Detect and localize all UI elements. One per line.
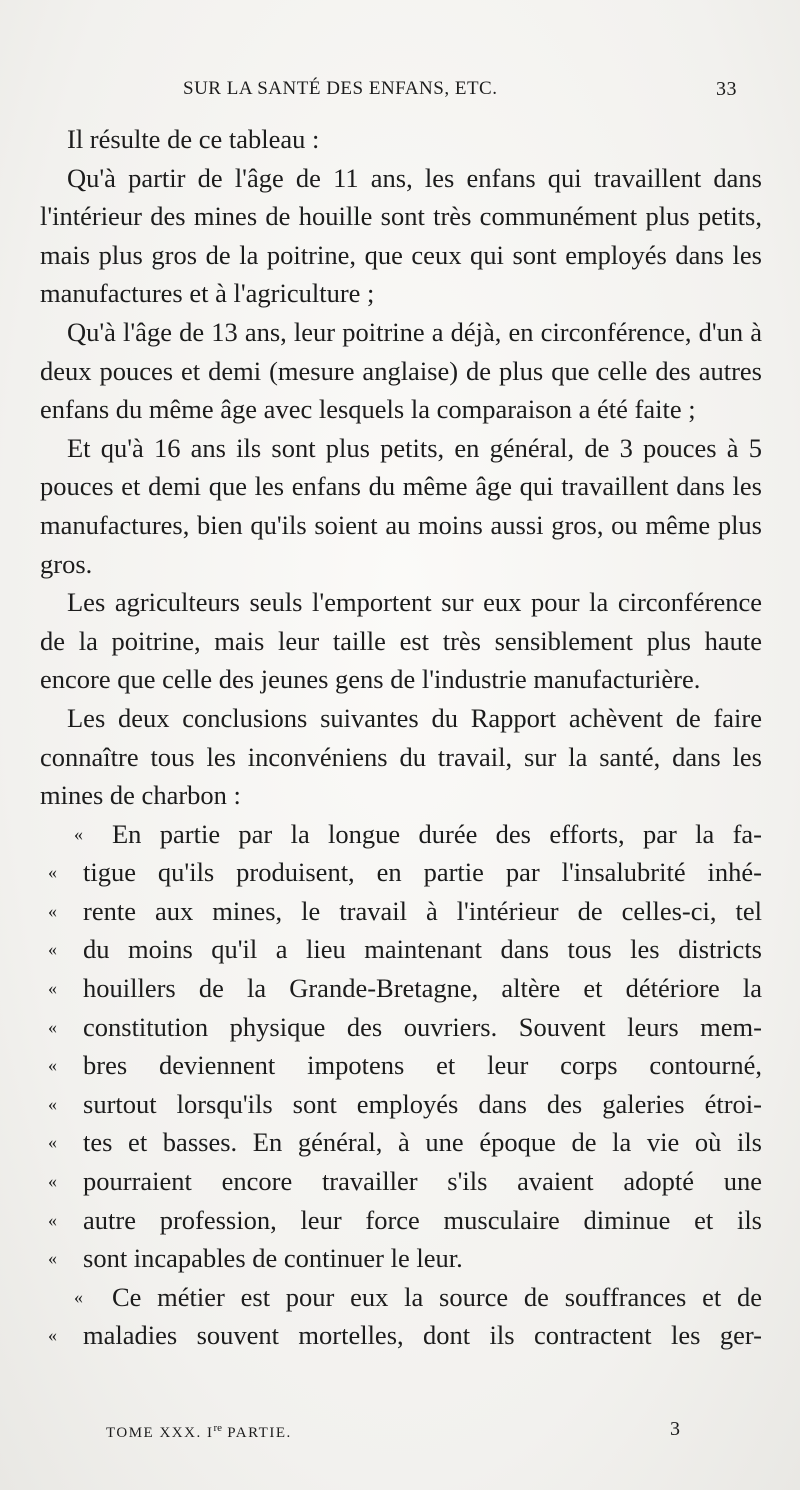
quote-mark: « bbox=[48, 862, 57, 883]
page-footer bbox=[0, 1418, 800, 1448]
paragraph: Les deux conclusions suivantes du Rapport achèvent de faire connaître tous les inconvéniens du travail, sur la santé, dans les mines de charbon : bbox=[40, 702, 762, 811]
quote-line bbox=[40, 1046, 762, 1085]
signature-mark bbox=[106, 1422, 292, 1442]
quote-line bbox=[40, 815, 762, 854]
running-title: SUR LA SANTÉ DES ENFANS, ETC. bbox=[183, 78, 498, 99]
quote-mark: « bbox=[48, 1209, 57, 1230]
quote-line-text: tes et basses. En général, à une époque de la vie où ils bbox=[83, 1127, 762, 1158]
quote-line-text: du moins qu'il a lieu maintenant dans tous les districts bbox=[83, 934, 762, 965]
quote-mark: « bbox=[48, 1055, 57, 1076]
signature-prefix: TOME XXX. I bbox=[106, 1425, 214, 1441]
quote-line-text: houillers de la Grande-Bretagne, altère et détériore la bbox=[83, 973, 762, 1004]
quote-line-text: Ce métier est pour eux la source de souffrances et de bbox=[112, 1281, 762, 1312]
quote-line bbox=[40, 1278, 762, 1317]
paragraph: Qu'à partir de l'âge de 11 ans, les enfans qui travaillent dans l'intérieur des mines de houille sont très communément plus petits, mais plus gros de la poitrine, que ceux qui sont employés dans les manufactures et à l'agriculture ; bbox=[40, 162, 762, 309]
quote-mark: « bbox=[74, 1286, 83, 1307]
quote-line bbox=[40, 969, 762, 1008]
signature-superscript: re bbox=[213, 1422, 223, 1434]
running-head bbox=[0, 78, 800, 108]
quote-line bbox=[40, 1008, 762, 1047]
quote-mark: « bbox=[48, 1171, 57, 1192]
quote-line bbox=[40, 1316, 762, 1355]
quote-line bbox=[40, 1162, 762, 1201]
quote-line bbox=[40, 1085, 762, 1124]
quote-mark: « bbox=[48, 1132, 57, 1153]
quote-mark: « bbox=[48, 939, 57, 960]
quotation-block bbox=[40, 815, 762, 1355]
quote-line-text: sont incapables de continuer le leur. bbox=[83, 1243, 463, 1274]
quote-line bbox=[40, 892, 762, 931]
quote-line-text: rente aux mines, le travail à l'intérieur de celles-ci, tel bbox=[83, 895, 762, 926]
quote-line bbox=[40, 1123, 762, 1162]
quote-line-text: constitution physique des ouvriers. Souvent leurs mem- bbox=[83, 1011, 762, 1042]
quote-mark: « bbox=[74, 823, 83, 844]
quote-line-text: En partie par la longue durée des efforts, par la fa- bbox=[112, 818, 762, 849]
sheet-mark: 3 bbox=[670, 1418, 680, 1440]
quote-line-text: surtout lorsqu'ils sont employés dans des galeries étroi- bbox=[83, 1088, 762, 1119]
quote-line bbox=[40, 1201, 762, 1240]
quote-mark: « bbox=[48, 1248, 57, 1269]
quote-mark: « bbox=[48, 1016, 57, 1037]
paragraph: Les agriculteurs seuls l'emportent sur eux pour la circonférence de la poitrine, mais leur taille est très sensiblement plus haute encore que celle des jeunes gens de l'industrie manufacturière. bbox=[40, 587, 762, 695]
quote-mark: « bbox=[48, 1325, 57, 1346]
paragraph: Qu'à l'âge de 13 ans, leur poitrine a déjà, en circonférence, d'un à deux pouces et demi (mesure anglaise) de plus que celle des autres enfans du même âge avec lesquels la comparaison a été faite ; bbox=[40, 316, 762, 425]
body-text bbox=[40, 120, 762, 1355]
quote-line bbox=[40, 930, 762, 969]
quote-line bbox=[40, 1239, 762, 1278]
quote-mark: « bbox=[48, 900, 57, 921]
quote-mark: « bbox=[48, 978, 57, 999]
quote-line-text: pourraient encore travailler s'ils avaient adopté une bbox=[83, 1166, 762, 1197]
quote-line bbox=[40, 853, 762, 892]
quote-line-text: bres deviennent impotens et leur corps contourné, bbox=[83, 1050, 762, 1081]
quote-mark: « bbox=[48, 1093, 57, 1114]
paragraph: Il résulte de ce tableau : bbox=[67, 124, 320, 154]
quote-line-text: tigue qu'ils produisent, en partie par l'insalubrité inhé- bbox=[83, 857, 762, 888]
signature-suffix: PARTIE. bbox=[222, 1425, 292, 1441]
quote-line-text: autre profession, leur force musculaire diminue et ils bbox=[83, 1204, 762, 1235]
page-number: 33 bbox=[716, 78, 737, 100]
paragraph: Et qu'à 16 ans ils sont plus petits, en général, de 3 pouces à 5 pouces et demi que les enfans du même âge qui travaillent dans les manufactures, bien qu'ils soient au moins aussi gros, ou même plus gros. bbox=[40, 432, 762, 579]
quote-line-text: maladies souvent mortelles, dont ils contractent les ger- bbox=[83, 1320, 762, 1351]
